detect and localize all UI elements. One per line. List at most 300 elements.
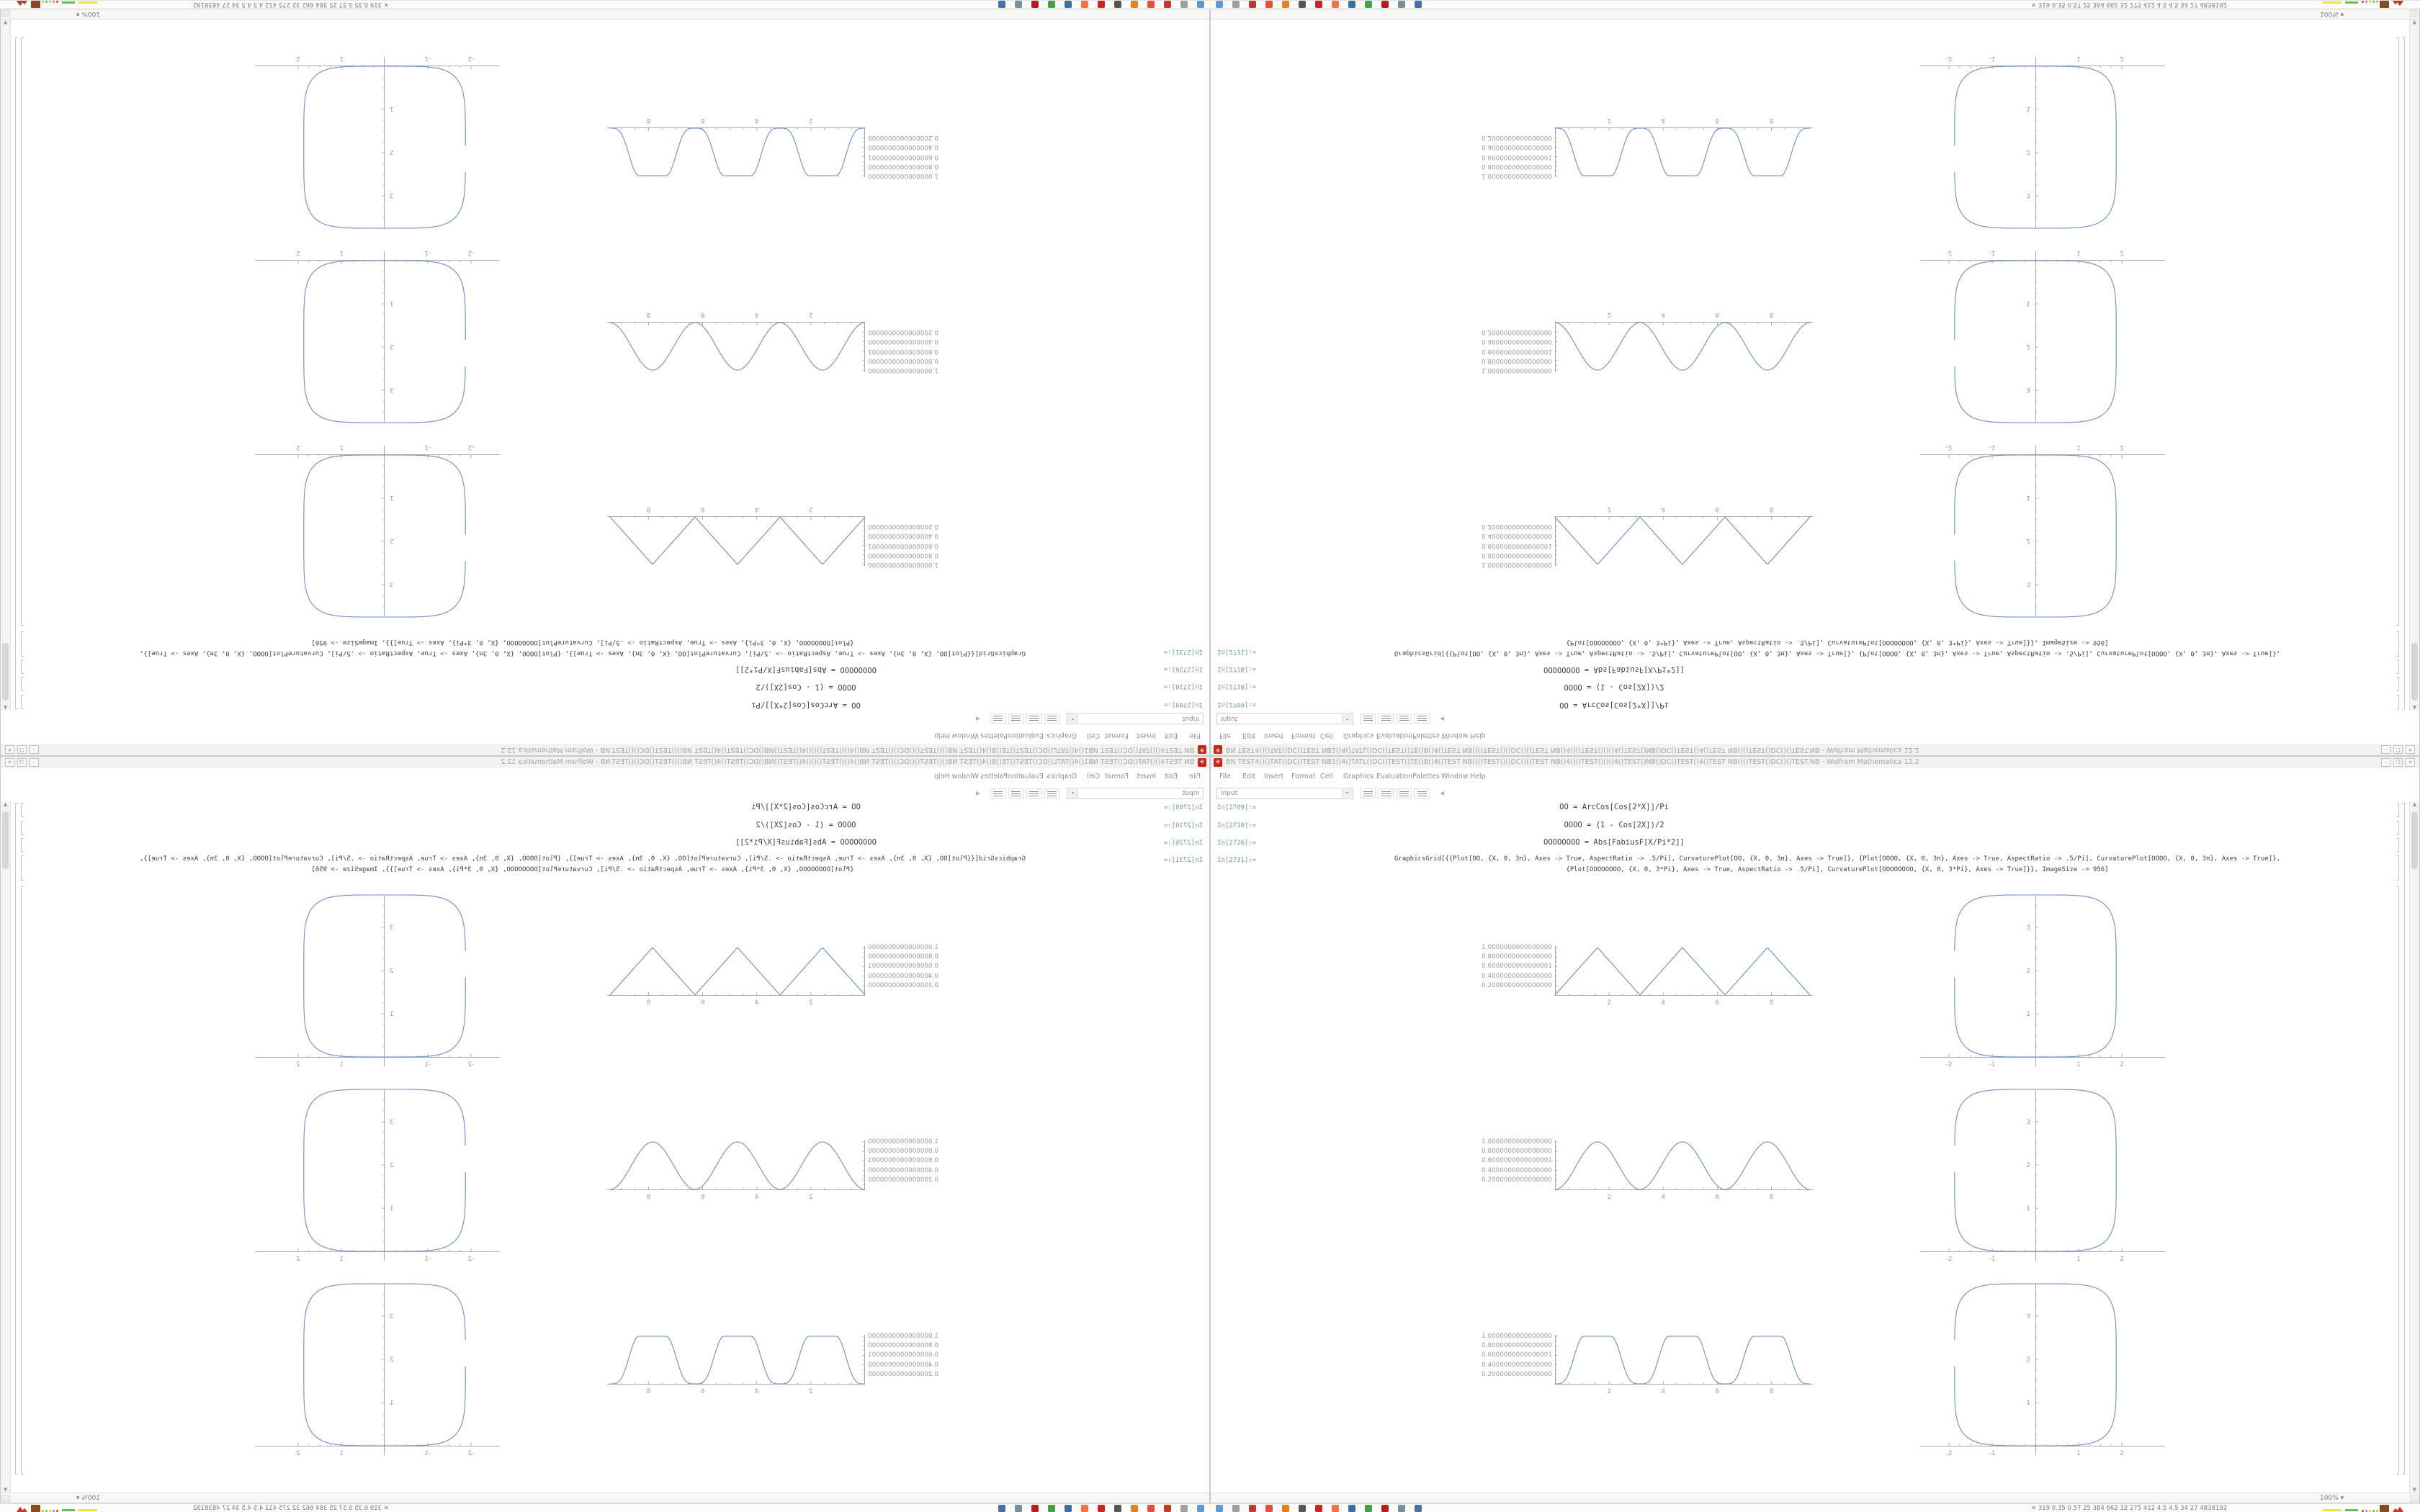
menu-help[interactable]: Help	[934, 732, 950, 739]
maximize-button[interactable]: ❐	[17, 745, 27, 754]
y-tick-label: 3	[390, 192, 394, 199]
menu-edit[interactable]: Edit	[1242, 732, 1256, 739]
input-formula[interactable]: OOOO = (1 - Cos[2X])/2	[1564, 821, 1664, 829]
taskbar-app-icon[interactable]	[1065, 1, 1072, 8]
menu-cell[interactable]: Cell	[1320, 732, 1333, 739]
justify-icon	[1417, 716, 1427, 721]
input-formula[interactable]: OO = ArcCos[Cos[2*X]]/Pi	[751, 701, 861, 709]
justify-button[interactable]	[1414, 714, 1430, 724]
y-tick-label: 0.6000000000000001	[1482, 347, 1552, 355]
x-tick-label: 6	[1715, 505, 1720, 513]
taskbar-app-icon[interactable]	[1415, 1, 1422, 8]
scrollbar-thumb[interactable]	[2, 643, 9, 701]
toolbar-collapse-icon[interactable]: ◀	[975, 790, 980, 796]
monitor-box-applet	[2380, 1505, 2389, 1512]
taskbar-app-icon[interactable]	[1131, 1505, 1138, 1512]
cell-bracket[interactable]	[2396, 695, 2399, 709]
taskbar-app-icon[interactable]	[1048, 1505, 1055, 1512]
align-left-button[interactable]	[1044, 788, 1060, 798]
y-tick-label: 3	[390, 1119, 394, 1126]
menu-help[interactable]: Help	[1470, 773, 1486, 780]
taskbar-app-icon[interactable]	[998, 1, 1005, 8]
menu-window[interactable]: Window	[951, 773, 979, 780]
x-tick-label: -2	[467, 444, 475, 451]
curvature-plot-rounded-square	[1917, 1084, 2169, 1279]
y-tick-label: 2	[390, 1356, 394, 1364]
graphics-grid-command-line[interactable]: GraphicsGrid[{{Plot[OO, {X, 0, 3π}, Axes -> True, AspectRatio -> .5/Pi], CurvaturePlot[OO, {X, 0, 3π}, Axes -> True]}, {Plot[OOOO, {X, 0, 3π}, Axes -> True, AspectRatio -> .5/Pi], CurvaturePlot[OOOO, {X, 0, 3π}, Axes -> True]},	[1394, 855, 2280, 863]
menu-help[interactable]: Help	[934, 773, 950, 780]
align-left-button[interactable]	[1360, 788, 1376, 798]
input-formula[interactable]: OOOOOOOO = Abs[FabiusF[X/Pi*2]]	[735, 665, 877, 674]
x-tick-label: 8	[1769, 505, 1774, 513]
scroll-up-icon[interactable]: ▲	[2412, 705, 2417, 711]
scroll-down-icon[interactable]: ▼	[3, 1487, 8, 1493]
cell-bracket[interactable]	[21, 803, 24, 817]
toolbar-collapse-icon[interactable]: ◀	[1440, 790, 1445, 796]
cell-bracket[interactable]	[2396, 803, 2399, 817]
cell-bracket[interactable]	[2396, 660, 2399, 674]
taskbar-app-icon[interactable]	[1315, 1, 1322, 8]
taskbar-app-icon[interactable]	[1048, 1, 1055, 8]
align-right-button[interactable]	[1008, 714, 1024, 724]
menu-cell[interactable]: Cell	[1320, 773, 1333, 780]
cell-in-label: In[2731]:=	[1163, 857, 1203, 864]
menu-insert[interactable]: Insert	[1136, 773, 1156, 780]
chevron-down-icon[interactable]: ▾	[1068, 714, 1078, 723]
align-left-button[interactable]	[1044, 714, 1060, 724]
y-tick-label: 0.6000000000000001	[868, 541, 938, 549]
menu-cell[interactable]: Cell	[1087, 773, 1100, 780]
menu-bar	[1211, 768, 2419, 786]
taskbar-app-icon[interactable]	[1114, 1, 1121, 8]
x-tick-label: 4	[1661, 505, 1666, 513]
cell-style-dropdown[interactable]	[1216, 713, 1353, 724]
vertical-scrollbar[interactable]	[2409, 801, 2419, 1493]
taskbar-app-icon[interactable]	[1098, 1505, 1105, 1512]
taskbar-app-icon[interactable]	[1381, 1505, 1389, 1512]
x-tick-label: -2	[467, 55, 475, 62]
taskbar-app-icon[interactable]	[1098, 1, 1105, 8]
menu-graphics[interactable]: Graphics	[1343, 732, 1373, 739]
cell-group-bracket[interactable]	[2402, 803, 2405, 1475]
vertical-scrollbar[interactable]	[2409, 19, 2419, 711]
menu-file[interactable]: File	[1219, 773, 1231, 780]
y-tick-label: 0.2000000000000000	[868, 523, 938, 531]
y-tick-label: 1.0000000000000000	[868, 366, 938, 374]
taskbar-app-icon[interactable]	[1015, 1, 1022, 8]
minimize-button[interactable]: –	[2381, 758, 2390, 767]
taskbar-app-icon[interactable]	[1282, 1505, 1289, 1512]
y-tick-label: 0.4000000000000000	[868, 1361, 938, 1369]
x-tick-label: 8	[646, 311, 651, 318]
align-left-icon	[1047, 791, 1057, 797]
scrollbar-thumb[interactable]	[2411, 811, 2418, 869]
justify-button[interactable]	[1414, 788, 1430, 798]
y-tick-label: 1	[2026, 494, 2030, 501]
quadrant-bottom-left	[0, 756, 1210, 1503]
plot-flat-top-bumps	[1555, 1333, 1816, 1401]
curvature-plot-rounded-square	[251, 890, 503, 1084]
menu-graphics[interactable]: Graphics	[1047, 732, 1077, 739]
output-row-2	[1211, 1084, 2420, 1279]
x-tick-label: 4	[1661, 999, 1666, 1007]
scroll-up-icon[interactable]: ▲	[3, 705, 8, 711]
cell-style-dropdown[interactable]	[1067, 713, 1204, 724]
graphics-grid-command-line[interactable]: {Plot[OOOOOOOO, {X, 0, 3*Pi}, Axes -> True, AspectRatio -> .5/Pi], CurvaturePlot[OOOOOOOO, {X, 0, 3*Pi}, Axes -> True]}}, ImageSize -> 956]	[311, 639, 854, 646]
close-button[interactable]: ✕	[2406, 745, 2415, 754]
monitor-dot-applet	[2372, 1, 2375, 3]
scroll-down-icon[interactable]: ▼	[2412, 19, 2417, 25]
menu-edit[interactable]: Edit	[1164, 732, 1178, 739]
close-button[interactable]: ✕	[5, 758, 14, 767]
taskbar-app-icon[interactable]	[1197, 1, 1204, 8]
taskbar-app-icon[interactable]	[1332, 1505, 1339, 1512]
magnification-dropdown[interactable]	[2320, 10, 2344, 17]
input-formula[interactable]: OOOOOOOO = Abs[FabiusF[X/Pi*2]]	[1543, 838, 1685, 847]
cell-bracket[interactable]	[2396, 855, 2399, 881]
align-right-button[interactable]	[1008, 788, 1024, 798]
cell-bracket[interactable]	[21, 821, 24, 835]
cell-bracket[interactable]	[2396, 37, 2399, 626]
cell-bracket[interactable]	[2396, 886, 2399, 1475]
quadrant-bottom-right	[1210, 756, 2420, 1503]
taskbar-app-icon[interactable]	[1348, 1505, 1355, 1512]
x-tick-label: -1	[424, 55, 431, 62]
menu-insert[interactable]: Insert	[1264, 732, 1284, 739]
quadrant-top-left	[0, 9, 1210, 756]
align-center-button[interactable]	[1026, 714, 1042, 724]
taskbar-app-icon[interactable]	[1265, 1505, 1273, 1512]
window-titlebar[interactable]	[1, 757, 1209, 769]
monitor-bar-applet	[2345, 1, 2358, 4]
x-tick-label: 2	[296, 249, 300, 256]
input-formula[interactable]: OO = ArcCos[Cos[2*X]]/Pi	[751, 803, 861, 811]
input-formula[interactable]: OOOOOOOO = Abs[FabiusF[X/Pi*2]]	[1543, 665, 1685, 674]
graphics-grid-command-line[interactable]: {Plot[OOOOOOOO, {X, 0, 3*Pi}, Axes -> True, AspectRatio -> .5/Pi], CurvaturePlot[OOOOOOOO, {X, 0, 3*Pi}, Axes -> True]}}, ImageSize -> 956]	[311, 866, 854, 873]
cell-in-label: In[2731]:=	[1217, 857, 1257, 864]
magnification-dropdown[interactable]	[76, 10, 100, 17]
taskbar-app-icon[interactable]	[1249, 1, 1256, 8]
align-right-button[interactable]	[1396, 714, 1412, 724]
cell-in-label: In[2731]:=	[1217, 648, 1257, 655]
y-tick-label: 0.2000000000000000	[1482, 328, 1552, 336]
graphics-grid-command-line[interactable]: GraphicsGrid[{{Plot[OO, {X, 0, 3π}, Axes -> True, AspectRatio -> .5/Pi], CurvaturePlot[OO, {X, 0, 3π}, Axes -> True]}, {Plot[OOOO, {X, 0, 3π}, Axes -> True, AspectRatio -> .5/Pi], CurvaturePlot[OOOO, {X, 0, 3π}, Axes -> True]},	[140, 649, 1026, 657]
menu-format[interactable]: Format	[1291, 773, 1316, 780]
menu-window[interactable]: Window	[1441, 773, 1469, 780]
x-tick-label: 4	[754, 1388, 759, 1395]
taskbar-app-icon[interactable]	[1299, 1505, 1306, 1512]
window-titlebar[interactable]	[1211, 743, 2419, 755]
menu-window[interactable]: Window	[1441, 732, 1469, 739]
taskbar-app-icon[interactable]	[1398, 1, 1405, 8]
plot-flat-top-bumps	[1555, 111, 1816, 179]
taskbar-app-icon[interactable]	[1065, 1505, 1072, 1512]
close-button[interactable]: ✕	[5, 745, 14, 754]
magnification-arrow-icon: ▾	[76, 10, 80, 17]
x-tick-label: 4	[754, 1194, 759, 1201]
taskbar-app-icon[interactable]	[1415, 1505, 1422, 1512]
magnification-dropdown[interactable]	[76, 1495, 100, 1502]
y-tick-label: 0.2000000000000000	[1482, 1176, 1552, 1184]
taskbar-app-icon[interactable]	[1031, 1, 1039, 8]
taskbar-app-icon[interactable]	[1365, 1, 1372, 8]
menu-evaluation[interactable]: Evaluation	[1376, 732, 1413, 739]
y-tick-label: 2	[390, 148, 394, 156]
cell-bracket[interactable]	[21, 838, 24, 852]
y-tick-label: 2	[2026, 1162, 2030, 1169]
align-center-button[interactable]	[1378, 788, 1394, 798]
graphics-grid-command-line[interactable]: GraphicsGrid[{{Plot[OO, {X, 0, 3π}, Axes -> True, AspectRatio -> .5/Pi], CurvaturePlot[OO, {X, 0, 3π}, Axes -> True]}, {Plot[OOOO, {X, 0, 3π}, Axes -> True, AspectRatio -> .5/Pi], CurvaturePlot[OOOO, {X, 0, 3π}, Axes -> True]},	[1394, 649, 2280, 657]
y-tick-label: 0.2000000000000000	[868, 1370, 938, 1378]
menu-format[interactable]: Format	[1104, 773, 1129, 780]
taskbar-app-icon[interactable]	[1081, 1, 1088, 8]
taskbar-app-icon[interactable]	[1299, 1, 1306, 8]
y-tick-label: 0.2000000000000000	[1482, 134, 1552, 142]
taskbar-app-icon[interactable]	[1249, 1505, 1256, 1512]
cell-bracket[interactable]	[21, 886, 24, 1475]
taskbar-app-icon[interactable]	[1232, 1505, 1240, 1512]
y-tick-label: 3	[2026, 192, 2030, 199]
menu-graphics[interactable]: Graphics	[1047, 773, 1077, 780]
input-formula[interactable]: OOOO = (1 - Cos[2X])/2	[1564, 683, 1664, 691]
scrollbar-thumb[interactable]	[2, 811, 9, 869]
mathematica-notebook-window	[0, 756, 1210, 1503]
plot-sine-squared	[1555, 1139, 1816, 1207]
menu-file[interactable]: File	[1219, 732, 1231, 739]
y-axis-tick-labels	[1464, 1332, 1552, 1380]
align-center-icon	[1029, 716, 1039, 721]
taskbar-app-icon[interactable]	[1381, 1, 1389, 8]
resize-grip[interactable]	[2410, 1495, 2419, 1502]
maximize-button[interactable]: ❐	[2393, 758, 2403, 767]
menu-file[interactable]: File	[1189, 732, 1201, 739]
taskbar-app-icon[interactable]	[1081, 1505, 1088, 1512]
x-tick-label: 8	[1769, 117, 1774, 124]
window-titlebar[interactable]	[1, 743, 1209, 755]
minimize-button[interactable]: –	[30, 745, 39, 754]
minimize-button[interactable]: –	[30, 758, 39, 767]
taskbar-app-icon[interactable]	[1216, 1505, 1223, 1512]
input-formula[interactable]: OOOOOOOO = Abs[FabiusF[X/Pi*2]]	[735, 838, 877, 847]
x-tick-label: 2	[1607, 117, 1611, 124]
cell-group-bracket[interactable]	[15, 803, 18, 1475]
menu-edit[interactable]: Edit	[1242, 773, 1256, 780]
cell-bracket[interactable]	[2396, 821, 2399, 835]
x-tick-label: -2	[467, 1450, 475, 1457]
mathematica-notebook-window	[1210, 9, 2420, 756]
window-titlebar[interactable]	[1211, 757, 2419, 769]
x-tick-label: 2	[1607, 1194, 1611, 1201]
graphics-grid-command-line[interactable]: GraphicsGrid[{{Plot[OO, {X, 0, 3π}, Axes -> True, AspectRatio -> .5/Pi], CurvaturePlot[OO, {X, 0, 3π}, Axes -> True]}, {Plot[OOOO, {X, 0, 3π}, Axes -> True, AspectRatio -> .5/Pi], CurvaturePlot[OOOO, {X, 0, 3π}, Axes -> True]},	[140, 855, 1026, 863]
x-tick-label: 2	[296, 444, 300, 451]
align-center-button[interactable]	[1378, 714, 1394, 724]
taskbar-app-icon[interactable]	[1232, 1, 1240, 8]
plot-flat-top-bumps	[604, 1333, 865, 1401]
cell-bracket[interactable]	[21, 631, 24, 657]
menu-graphics[interactable]: Graphics	[1343, 773, 1373, 780]
mathematica-app-icon: ✳	[1214, 758, 1222, 767]
input-formula[interactable]: OOOO = (1 - Cos[2X])/2	[756, 821, 856, 829]
taskbar-app-icon[interactable]	[1398, 1505, 1405, 1512]
justify-button[interactable]	[990, 788, 1006, 798]
y-tick-label: 1	[2026, 1205, 2030, 1212]
scroll-up-icon[interactable]: ▲	[3, 801, 8, 807]
monitor-bar-applet	[2323, 1509, 2341, 1511]
monitor-bar-applet	[62, 1, 75, 4]
menu-evaluation[interactable]: Evaluation	[1007, 732, 1044, 739]
magnification-arrow-icon: ▾	[76, 1495, 80, 1502]
vertical-scrollbar[interactable]	[1, 801, 11, 1493]
cell-group-bracket[interactable]	[15, 37, 18, 709]
close-button[interactable]: ✕	[2406, 758, 2415, 767]
taskbar-app-icon[interactable]	[1180, 1505, 1188, 1512]
taskbar-app-icon[interactable]	[1332, 1, 1339, 8]
scroll-down-icon[interactable]: ▼	[3, 19, 8, 25]
menu-help[interactable]: Help	[1470, 732, 1486, 739]
align-left-button[interactable]	[1360, 714, 1376, 724]
cell-bracket[interactable]	[21, 660, 24, 674]
toolbar-collapse-icon[interactable]: ◀	[1440, 716, 1445, 722]
taskbar-app-icon[interactable]	[1131, 1, 1138, 8]
y-tick-label: 3	[2026, 1119, 2030, 1126]
menu-evaluation[interactable]: Evaluation	[1007, 773, 1044, 780]
menu-evaluation[interactable]: Evaluation	[1376, 773, 1413, 780]
maximize-button[interactable]: ❐	[17, 758, 27, 767]
x-tick-label: 8	[1769, 311, 1774, 318]
taskbar-app-icon[interactable]	[1180, 1, 1188, 8]
x-tick-label: 4	[754, 311, 759, 318]
chevron-down-icon[interactable]: ▾	[1068, 789, 1078, 798]
menu-palettes[interactable]: Palettes	[1412, 773, 1440, 780]
menu-format[interactable]: Format	[1104, 732, 1129, 739]
x-tick-label: 1	[339, 55, 344, 62]
magnification-dropdown[interactable]	[2320, 1495, 2344, 1502]
cell-bracket[interactable]	[21, 37, 24, 626]
scroll-up-icon[interactable]: ▲	[2412, 801, 2417, 807]
taskbar-app-icon[interactable]	[1315, 1505, 1322, 1512]
output-row-1	[1211, 890, 2420, 1084]
y-tick-label: 2	[390, 343, 394, 350]
menu-edit[interactable]: Edit	[1164, 773, 1178, 780]
cell-bracket[interactable]	[2396, 838, 2399, 852]
plot-sine-squared	[604, 305, 865, 373]
y-tick-label: 1	[2026, 300, 2030, 307]
resize-grip[interactable]	[1, 1495, 10, 1502]
menu-palettes[interactable]: Palettes	[980, 732, 1008, 739]
mathematica-notebook-window	[0, 9, 1210, 756]
cell-bracket[interactable]	[2396, 677, 2399, 691]
taskbar-app-icon[interactable]	[1365, 1505, 1372, 1512]
graphics-grid-command-line[interactable]: {Plot[OOOOOOOO, {X, 0, 3*Pi}, Axes -> True, AspectRatio -> .5/Pi], CurvaturePlot[OOOOOOOO, {X, 0, 3*Pi}, Axes -> True]}}, ImageSize -> 956]	[1566, 866, 2109, 873]
y-tick-label: 1	[390, 105, 394, 112]
cell-bracket[interactable]	[21, 677, 24, 691]
y-tick-label: 1	[2026, 1011, 2030, 1018]
justify-icon	[993, 716, 1003, 721]
align-center-icon	[1381, 716, 1391, 721]
taskbar-app-icon[interactable]	[1114, 1505, 1121, 1512]
cell-bracket[interactable]	[2396, 631, 2399, 657]
vertical-scrollbar[interactable]	[1, 19, 11, 711]
y-tick-label: 2	[2026, 1356, 2030, 1364]
y-tick-label: 1	[390, 1205, 394, 1212]
x-tick-label: 2	[1607, 505, 1611, 513]
align-right-button[interactable]	[1396, 788, 1412, 798]
menu-window[interactable]: Window	[951, 732, 979, 739]
taskbar-app-icon[interactable]	[1147, 1505, 1155, 1512]
y-axis-tick-labels	[1464, 132, 1552, 180]
x-tick-label: 4	[754, 505, 759, 513]
toolbar-collapse-icon[interactable]: ◀	[975, 716, 980, 722]
cell-style-dropdown[interactable]	[1216, 788, 1353, 799]
input-formula[interactable]: OO = ArcCos[Cos[2*X]]/Pi	[1559, 701, 1669, 709]
x-tick-label: 2	[2120, 249, 2124, 256]
input-formula[interactable]: OO = ArcCos[Cos[2*X]]/Pi	[1559, 803, 1669, 811]
magnification-value: 100%	[2320, 1495, 2339, 1502]
y-axis-tick-labels	[1464, 521, 1552, 569]
taskbar-app-icon[interactable]	[1164, 1505, 1171, 1512]
chevron-down-icon[interactable]: ▾	[1342, 714, 1352, 723]
menu-palettes[interactable]: Palettes	[980, 773, 1008, 780]
menu-insert[interactable]: Insert	[1136, 732, 1156, 739]
scroll-down-icon[interactable]: ▼	[2412, 1487, 2417, 1493]
taskbar-app-icon[interactable]	[1265, 1, 1273, 8]
menu-insert[interactable]: Insert	[1264, 773, 1284, 780]
x-tick-label: 2	[1607, 311, 1611, 318]
menu-palettes[interactable]: Palettes	[1412, 732, 1440, 739]
menu-file[interactable]: File	[1189, 773, 1201, 780]
cell-in-label: In[2726]:=	[1163, 665, 1203, 672]
cell-style-value: Input	[1221, 790, 1238, 797]
format-toolbar	[1, 711, 1209, 726]
taskbar-app-icon[interactable]	[998, 1505, 1005, 1512]
maximize-button[interactable]: ❐	[2393, 745, 2403, 754]
plot-triangle-wave	[604, 945, 865, 1012]
monitor-bar-applet	[79, 1, 97, 4]
resize-grip[interactable]	[1, 10, 10, 17]
taskbar-app-icon[interactable]	[1348, 1, 1355, 8]
cell-style-dropdown[interactable]	[1067, 788, 1204, 799]
y-tick-label: 0.8000000000000000	[868, 1148, 938, 1156]
cell-style-value: Input	[1182, 790, 1199, 797]
y-axis-tick-labels	[1464, 943, 1552, 991]
cell-bracket[interactable]	[21, 855, 24, 881]
resize-grip[interactable]	[2410, 10, 2419, 17]
taskbar-app-icon[interactable]	[1282, 1, 1289, 8]
minimize-button[interactable]: –	[2381, 745, 2390, 754]
taskbar-app-icon[interactable]	[1147, 1, 1155, 8]
taskbar-app-icon[interactable]	[1164, 1, 1171, 8]
graphics-grid-command-line[interactable]: {Plot[OOOOOOOO, {X, 0, 3*Pi}, Axes -> True, AspectRatio -> .5/Pi], CurvaturePlot[OOOOOOOO, {X, 0, 3*Pi}, Axes -> True]}}, ImageSize -> 956]	[1566, 639, 2109, 646]
cell-group-bracket[interactable]	[2402, 37, 2405, 709]
taskbar-app-icon[interactable]	[1197, 1505, 1204, 1512]
taskbar-app-icon[interactable]	[1031, 1505, 1039, 1512]
chevron-down-icon[interactable]: ▾	[1342, 789, 1352, 798]
justify-button[interactable]	[990, 714, 1006, 724]
taskbar-app-icon[interactable]	[1216, 1, 1223, 8]
align-center-button[interactable]	[1026, 788, 1042, 798]
y-tick-label: 1	[390, 494, 394, 501]
scrollbar-thumb[interactable]	[2411, 643, 2418, 701]
y-tick-label: 0.2000000000000000	[868, 328, 938, 336]
taskbar-app-icon[interactable]	[1015, 1505, 1022, 1512]
x-tick-label: 2	[296, 1450, 300, 1457]
output-row-2	[0, 1084, 1209, 1279]
input-formula[interactable]: OOOO = (1 - Cos[2X])/2	[756, 683, 856, 691]
cell-bracket[interactable]	[21, 695, 24, 709]
menu-format[interactable]: Format	[1291, 732, 1316, 739]
y-tick-label: 1	[2026, 105, 2030, 112]
menu-cell[interactable]: Cell	[1087, 732, 1100, 739]
